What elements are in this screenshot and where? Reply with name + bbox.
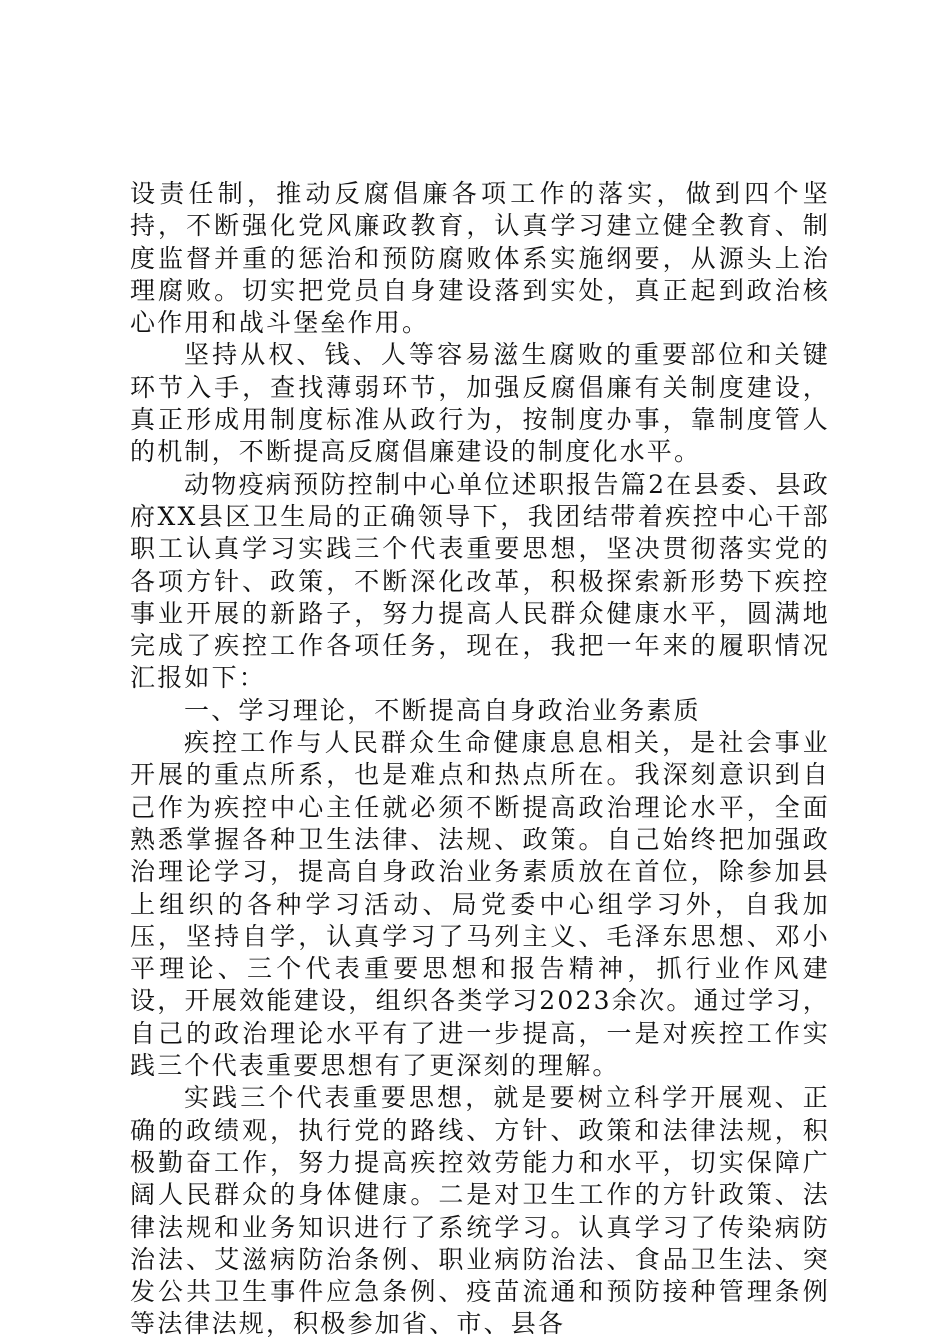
- paragraph-anticorruption-system: 坚持从权、钱、人等容易滋生腐败的重要部位和关键环节入手，查找薄弱环节，加强反腐倡廉有关制度建设，真正形成用制度标准从政行为，按制度办事，靠制度管人的机制，不断提高反腐倡廉建设的制度化水平。: [130, 340, 830, 467]
- paragraph-report-intro: 动物疫病预防控制中心单位述职报告篇2在县委、县政府XX县区卫生局的正确领导下，我团结带着疾控中心干部职工认真学习实践三个代表重要思想，坚决贯彻落实党的各项方针、政策，不断深化改革，积极探索新形势下疾控事业开展的新路子，努力提高人民群众健康水平，圆满地完成了疾控工作各项任务，现在，我把一年来的履职情况汇报如下：: [130, 469, 830, 693]
- paragraph-continuation: 设责任制，推动反腐倡廉各项工作的落实，做到四个坚持，不断强化党风廉政教育，认真学习建立健全教育、制度监督并重的惩治和预防腐败体系实施纲要，从源头上治理腐败。切实把党员自身建设落到实处，真正起到政治核心作用和战斗堡垒作用。: [130, 179, 830, 338]
- section-heading-study-theory: 一、学习理论，不断提高自身政治业务素质: [184, 695, 701, 725]
- paragraph-practice: 实践三个代表重要思想，就是要树立科学开展观、正确的政绩观，执行党的路线、方针、政策和法律法规，积极勤奋工作，努力提高疾控效劳能力和水平，切实保障广阔人民群众的身体健康。二是对卫生工作的方针政策、法律法规和业务知识进行了系统学习。认真学习了传染病防治法、艾滋病防治条例、职业病防治法、食品卫生法、突发公共卫生事件应急条例、疫苗流通和预防接种管理条例等法律法规，积极参加省、市、县各: [130, 1083, 830, 1339]
- paragraph-study-details: 疾控工作与人民群众生命健康息息相关，是社会事业开展的重点所系，也是难点和热点所在。我深刻意识到自己作为疾控中心主任就必须不断提高政治理论水平，全面熟悉掌握各种卫生法律、法规、政策。自己始终把加强政治理论学习，提高自身政治业务素质放在首位，除参加县上组织的各种学习活动、局党委中心组学习外，自我加压，坚持自学，认真学习了马列主义、毛泽东思想、邓小平理论、三个代表重要思想和报告精神，抓行业作风建设，开展效能建设，组织各类学习2023余次。通过学习，自己的政治理论水平有了进一步提高，一是对疾控工作实践三个代表重要思想有了更深刻的理解。: [130, 728, 830, 1081]
- document-body: [130, 178, 830, 1341]
